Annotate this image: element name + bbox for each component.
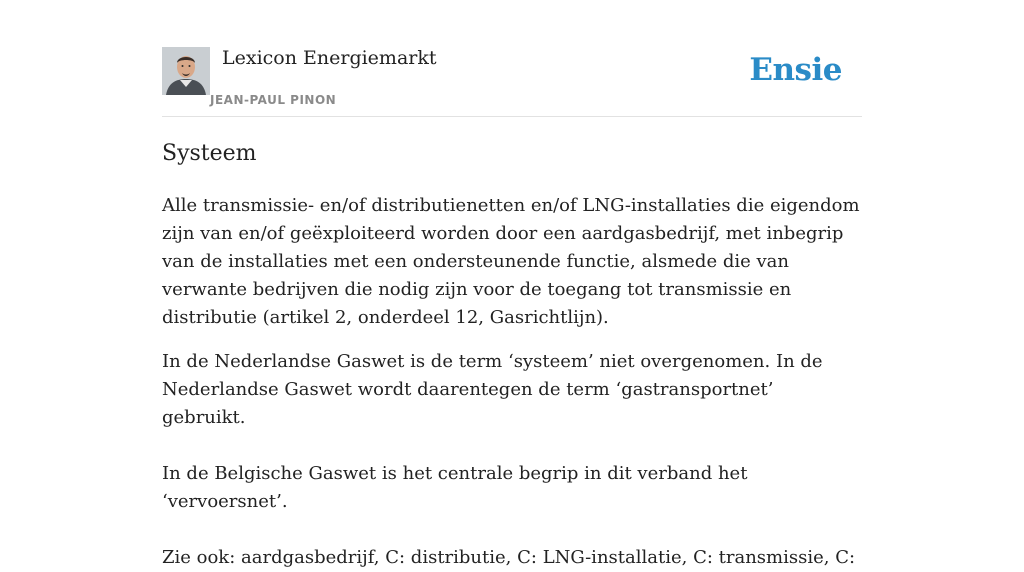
ensie-logo[interactable]: Ensie <box>749 52 842 88</box>
link-aardgasbedrijf[interactable]: aardgasbedrijf <box>241 547 374 568</box>
belgian-law-paragraph: In de Belgische Gaswet is het centrale begrip in dit verband het ‘vervoersnet’. <box>162 463 748 512</box>
see-also-label: Zie ook: <box>162 547 236 568</box>
entry-content <box>162 138 862 572</box>
link-transmissie[interactable]: transmissie <box>718 547 824 568</box>
see-also-separator: , C: <box>373 547 406 568</box>
link-distributie[interactable]: distributie <box>410 547 506 568</box>
definition-paragraph: Alle transmissie- en/of distributienetten en/of LNG-installaties die eigendom zijn van en/of geëxploiteerd worden door een aardgasbedrijf, met inbegrip van de installaties met een ondersteunende functie, alsmede die van verwante bedrijven die nodig zijn voor de toegang tot transmissie en distributie (artikel 2, onderdeel 12, Gasrichtlijn). <box>162 195 860 328</box>
page-title: Systeem <box>162 141 257 166</box>
see-also-separator: , C: <box>681 547 713 568</box>
author-name[interactable]: JEAN-PAUL PINON <box>210 93 337 107</box>
entry-header <box>162 46 862 117</box>
see-also-separator: , C: <box>823 547 856 568</box>
book-title[interactable]: Lexicon Energiemarkt <box>222 47 437 69</box>
see-also <box>162 544 862 572</box>
author-portrait-icon[interactable] <box>162 47 210 95</box>
see-also-separator: , C: <box>505 547 537 568</box>
dutch-law-paragraph: In de Nederlandse Gaswet is de term ‘systeem’ niet overgenomen. In de Nederlandse Gaswet wordt daarentegen de term ‘gastransportnet’ gebruikt. <box>162 351 823 428</box>
link-lng-installatie[interactable]: LNG-installatie <box>542 547 682 568</box>
